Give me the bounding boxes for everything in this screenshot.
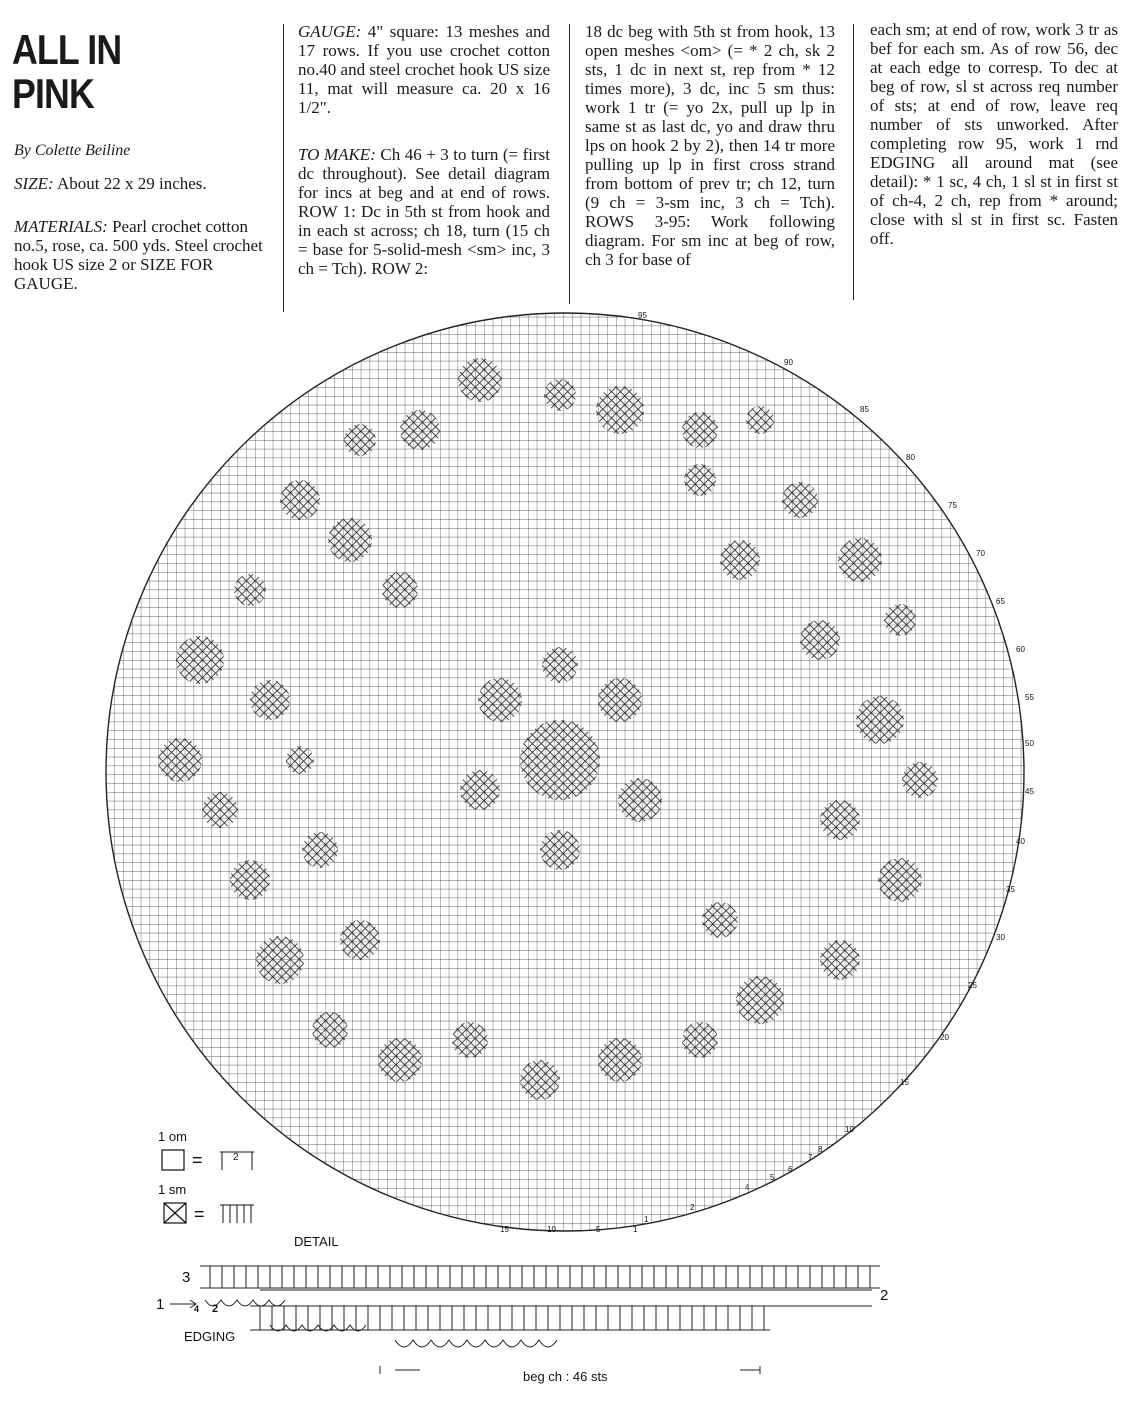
row-label: 5 xyxy=(770,1173,775,1182)
byline: By Colette Beiline xyxy=(14,142,131,159)
row-label: 15 xyxy=(900,1078,909,1087)
edging-paragraph: each sm; at end of row, work 3 tr as bef for each sm. As of row 56, dec at each edge to corresp. To dec at beg of row, sl st across req number of sts; at end of row, leave req number of sts unworked. After completing row 95, work 1 rnd EDGING all around mat (see detail): * 1 sc, 4 ch, 1 sl st in first st of ch-4, 2 ch, rep from * around; close with sl st in first sc. Fasten off. xyxy=(870,20,1118,248)
detail-row3-label: 3 xyxy=(182,1269,191,1286)
size-text: About 22 x 29 inches. xyxy=(56,174,207,193)
title-line-2: PINK xyxy=(12,70,94,117)
gauge-label: GAUGE: xyxy=(298,22,362,41)
row-label: 95 xyxy=(638,311,647,320)
row-label: 4 xyxy=(745,1183,750,1192)
legend-om-number: 2 xyxy=(233,1152,239,1163)
legend-om-label: 1 om xyxy=(158,1129,187,1144)
column-2 xyxy=(298,22,550,288)
row-label: 7 xyxy=(808,1153,813,1162)
materials-paragraph xyxy=(14,217,272,293)
row-label: 60 xyxy=(1016,645,1025,654)
to-make-text: Ch 46 + 3 to turn (= first dc throughout). See detail diagram for incs at beg and at end of rows. ROW 1: Dc in 5th st from hook and in each st across; ch 18, turn (15 ch = base for 5-solid-mesh <sm> inc, 3 ch = Tch). ROW 2: xyxy=(298,145,551,278)
beg-ch-label: beg ch : 46 sts xyxy=(523,1369,608,1384)
edging-label: EDGING xyxy=(184,1329,236,1344)
materials-text: Pearl crochet cotton no.5, rose, ca. 500 yds. Steel crochet hook US size 2 or SIZE FOR GAUGE. xyxy=(14,217,263,293)
solid-mesh-stitch-symbol xyxy=(220,1205,254,1223)
column-rule xyxy=(283,24,284,312)
column-rule xyxy=(569,24,570,304)
gauge-text: 4" square: 13 meshes and 17 rows. If you use crochet cotton no.40 and steel crochet hook US size 11, mat will measure ca. 20 x 16 1/2". xyxy=(298,22,551,117)
column-3 xyxy=(585,22,835,279)
row-label: 65 xyxy=(996,597,1005,606)
row-label: 8 xyxy=(818,1145,823,1154)
legend xyxy=(158,1129,254,1224)
size-label: SIZE: xyxy=(14,174,54,193)
to-make-label: TO MAKE: xyxy=(298,145,376,164)
column-4 xyxy=(870,20,1118,258)
legend-om-equals: = xyxy=(192,1150,203,1170)
legend-sm-equals: = xyxy=(194,1204,205,1224)
column-rule xyxy=(853,24,854,300)
size-paragraph xyxy=(14,174,272,193)
gauge-paragraph xyxy=(298,22,550,117)
title-line-1: ALL IN xyxy=(12,26,122,73)
row-label: 10 xyxy=(845,1125,854,1134)
column-label: 1 xyxy=(633,1225,638,1234)
rows-paragraph: 18 dc beg with 5th st from hook, 13 open meshes <om> (= * 2 ch, sk 2 sts, 1 dc in next st, rep from * 12 times more), 3 dc, inc 5 sm thus: work 1 tr (= yo 2x, pull up lp in same st as last dc, yo and draw thru lps on hook 2 by 2), then 14 tr more pulling up lp in first cross strand from bottom of prev tr; ch 12, turn (9 ch = 3-sm inc, 3 ch = Tch). ROWS 3-95: Work following diagram. For sm inc at beg of row, ch 3 for base of xyxy=(585,22,835,269)
row-label: 25 xyxy=(968,981,977,990)
row-label: 45 xyxy=(1025,787,1034,796)
row-label: 30 xyxy=(996,933,1005,942)
row-label: 90 xyxy=(784,358,793,367)
row-label: 1 xyxy=(644,1215,649,1224)
row-label: 2 xyxy=(690,1203,695,1212)
to-make-paragraph xyxy=(298,145,550,278)
row-label: 35 xyxy=(1006,885,1015,894)
open-mesh-symbol xyxy=(162,1150,184,1170)
materials-label: MATERIALS: xyxy=(14,217,108,236)
detail-title: DETAIL xyxy=(294,1234,339,1249)
row-label: 20 xyxy=(940,1033,949,1042)
row-label: 85 xyxy=(860,405,869,414)
edging-number-a: 4 xyxy=(194,1304,200,1314)
column-label: 10 xyxy=(547,1225,556,1234)
column-label: 5 xyxy=(596,1225,601,1234)
solid-mesh-symbol xyxy=(164,1203,186,1223)
row-label: 70 xyxy=(976,549,985,558)
column-label: 15 xyxy=(500,1225,509,1234)
row-label: 75 xyxy=(948,501,957,510)
row-label: 50 xyxy=(1025,739,1034,748)
detail-row2-label: 2 xyxy=(880,1287,889,1304)
detail-row1-label: 1 xyxy=(156,1296,165,1313)
edging-number-b: 2 xyxy=(212,1303,219,1315)
detail-diagram xyxy=(156,1234,888,1384)
row-label: 80 xyxy=(906,453,915,462)
row-label: 55 xyxy=(1025,693,1034,702)
legend-sm-label: 1 sm xyxy=(158,1182,187,1197)
row-label: 40 xyxy=(1016,837,1025,846)
title-block xyxy=(12,28,272,317)
row-label: 6 xyxy=(788,1165,793,1174)
